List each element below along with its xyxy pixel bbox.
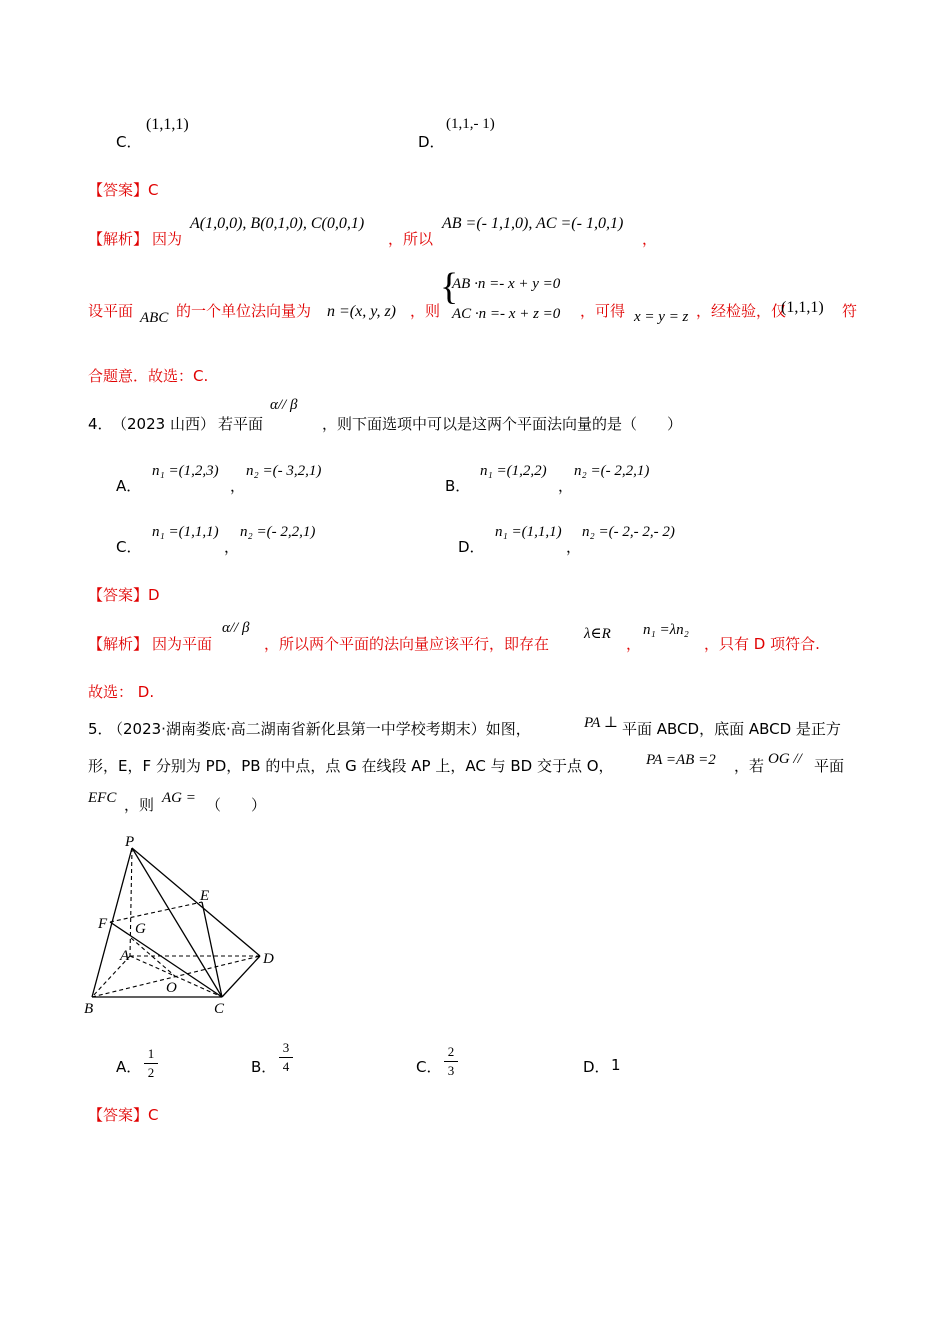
q3-only-vec: (1,1,1) xyxy=(781,299,824,316)
q4-comma: ， xyxy=(626,635,642,653)
q5-pa-ab: PA =AB =2 xyxy=(646,752,716,768)
q4-answer xyxy=(88,584,160,605)
q3-vectors: AB =(- 1,1,0), AC =(- 1,0,1) xyxy=(442,215,624,232)
q4-option-c-n2: n₂ =(- 2,2,1) xyxy=(240,524,316,540)
q3-normal-text: 的一个单位法向量为 xyxy=(176,302,312,320)
q5-option-b-fraction xyxy=(279,1040,293,1075)
denominator: 3 xyxy=(447,1063,455,1078)
q3-option-d-value: (1,1,- 1) xyxy=(446,116,495,132)
q3-eq2: AC ·n =- x + z =0 xyxy=(452,306,561,322)
q3-option-c-value: (1,1,1) xyxy=(146,116,189,133)
q5-option-a-fraction xyxy=(144,1046,158,1081)
label-o: O xyxy=(166,980,177,996)
q4-analysis-2: ，所以两个平面的法向量应该平行，即存在 xyxy=(264,635,550,653)
answer-tag: 【答案】 xyxy=(88,1106,149,1124)
q5-line2-end: 平面 xyxy=(814,757,845,775)
numerator: 3 xyxy=(282,1040,290,1055)
q5-option-b-label: B． xyxy=(251,1058,277,1076)
q4-lambda: λ∈R xyxy=(584,626,611,642)
q4-number: 4． xyxy=(88,415,113,433)
q4-option-a-n2: n₂ =(- 3,2,1) xyxy=(246,463,322,479)
q4-option-d-n2: n₂ =(- 2,- 2,- 2) xyxy=(582,524,675,540)
q3-option-d-label: D． xyxy=(418,133,445,151)
q3-then: ，则 xyxy=(410,302,441,320)
q3-set-plane: 设平面 xyxy=(88,302,134,320)
q3-plane-abc: ABC xyxy=(140,310,169,326)
q4-option-b-sep: ， xyxy=(558,477,574,495)
q5-option-a-label: A． xyxy=(116,1058,142,1076)
q3-normal-vec: n =(x, y, z) xyxy=(327,303,396,320)
q4-analysis-tag: 【解析】 xyxy=(88,635,149,653)
q4-text-before: 若平面 xyxy=(218,415,264,433)
q5-option-c-label: C． xyxy=(416,1058,442,1076)
q3-conclusion: 合题意．故选：C. xyxy=(88,367,209,385)
q4-option-d-label: D． xyxy=(458,538,485,556)
q5-pa-perp: PA ⊥ xyxy=(584,715,618,731)
q3-fit: 符 xyxy=(842,302,858,320)
denominator: 4 xyxy=(282,1059,290,1074)
q4-text-after: ，则下面选项中可以是这两个平面法向量的是（ ） xyxy=(322,415,683,433)
q4-conclusion: 故选： D. xyxy=(88,683,155,701)
answer-tag: 【答案】 xyxy=(88,181,149,199)
q3-answer xyxy=(88,179,159,200)
label-b: B xyxy=(84,1001,94,1017)
label-a: A xyxy=(120,948,130,964)
q3-option-c-label: C． xyxy=(116,133,142,151)
q5-number: 5． xyxy=(88,720,113,738)
label-g: G xyxy=(135,921,146,937)
q5-then: ，则 xyxy=(124,796,155,814)
label-p: P xyxy=(125,834,135,850)
q3-so: ，所以 xyxy=(388,230,434,248)
label-e: E xyxy=(200,888,210,904)
q3-analysis-because: 因为 xyxy=(152,230,183,248)
q4-option-a-n1: n₁ =(1,2,3) xyxy=(152,463,219,479)
q4-option-b-n2: n₂ =(- 2,2,1) xyxy=(574,463,650,479)
q5-og: OG // xyxy=(768,751,802,767)
q3-points: A(1,0,0), B(0,1,0), C(0,0,1) xyxy=(190,215,365,232)
q4-option-a-label: A． xyxy=(116,477,142,495)
label-d: D xyxy=(263,951,274,967)
q3-check: ，经检验，仅 xyxy=(696,302,787,320)
q5-ag: AG = xyxy=(162,790,196,806)
q3-comma: ， xyxy=(642,230,658,248)
q5-option-d-label: D． xyxy=(583,1058,610,1076)
q5-line2: 形，E，F 分别为 PD，PB 的中点，点 G 在线段 AP 上，AC 与 BD 交于点 O， xyxy=(88,757,614,775)
q5-option-d-value: 1 xyxy=(611,1056,621,1074)
q4-analysis-1: 因为平面 xyxy=(152,635,213,653)
q4-option-c-n1: n₁ =(1,1,1) xyxy=(152,524,219,540)
label-c: C xyxy=(214,1001,225,1017)
system-brace: { xyxy=(440,266,459,308)
q3-get: ，可得 xyxy=(580,302,626,320)
q4-source: （2023 山西） xyxy=(112,415,215,433)
answer-value: C xyxy=(148,1106,159,1124)
q4-relation: α// β xyxy=(270,397,298,413)
q3-result: x = y = z xyxy=(634,309,689,325)
q5-paren: （ ） xyxy=(206,796,267,814)
pyramid-figure xyxy=(80,828,300,1023)
q4-option-c-sep: ， xyxy=(224,538,240,556)
numerator: 2 xyxy=(447,1044,455,1059)
numerator: 1 xyxy=(147,1046,155,1061)
q4-analysis-relation: α// β xyxy=(222,620,250,636)
q4-option-b-label: B． xyxy=(445,477,471,495)
q4-option-d-n1: n₁ =(1,1,1) xyxy=(495,524,562,540)
q4-eq: n₁ =λn₂ xyxy=(643,622,689,638)
q4-option-b-n1: n₁ =(1,2,2) xyxy=(480,463,547,479)
q5-efc: EFC xyxy=(88,790,117,806)
q4-option-c-label: C． xyxy=(116,538,142,556)
q5-answer xyxy=(88,1104,159,1125)
answer-value: C xyxy=(148,181,159,199)
label-f: F xyxy=(98,916,108,932)
q5-line2-tail: ，若 xyxy=(734,757,765,775)
q3-eq1: AB ·n =- x + y =0 xyxy=(452,276,561,292)
answer-tag: 【答案】 xyxy=(88,586,149,604)
q4-option-a-sep: ， xyxy=(230,477,246,495)
q5-source: （2023·湖南娄底·高二湖南省新化县第一中学校考期末）如图， xyxy=(108,720,531,738)
q5-option-c-fraction xyxy=(444,1044,458,1079)
answer-value: D xyxy=(148,586,160,604)
q3-analysis-tag: 【解析】 xyxy=(88,230,149,248)
q5-line1-rest: 平面 ABCD，底面 ABCD 是正方 xyxy=(622,720,841,738)
q4-option-d-sep: ， xyxy=(566,538,582,556)
q4-analysis-3: ，只有 D 项符合. xyxy=(704,635,820,653)
denominator: 2 xyxy=(147,1065,155,1080)
